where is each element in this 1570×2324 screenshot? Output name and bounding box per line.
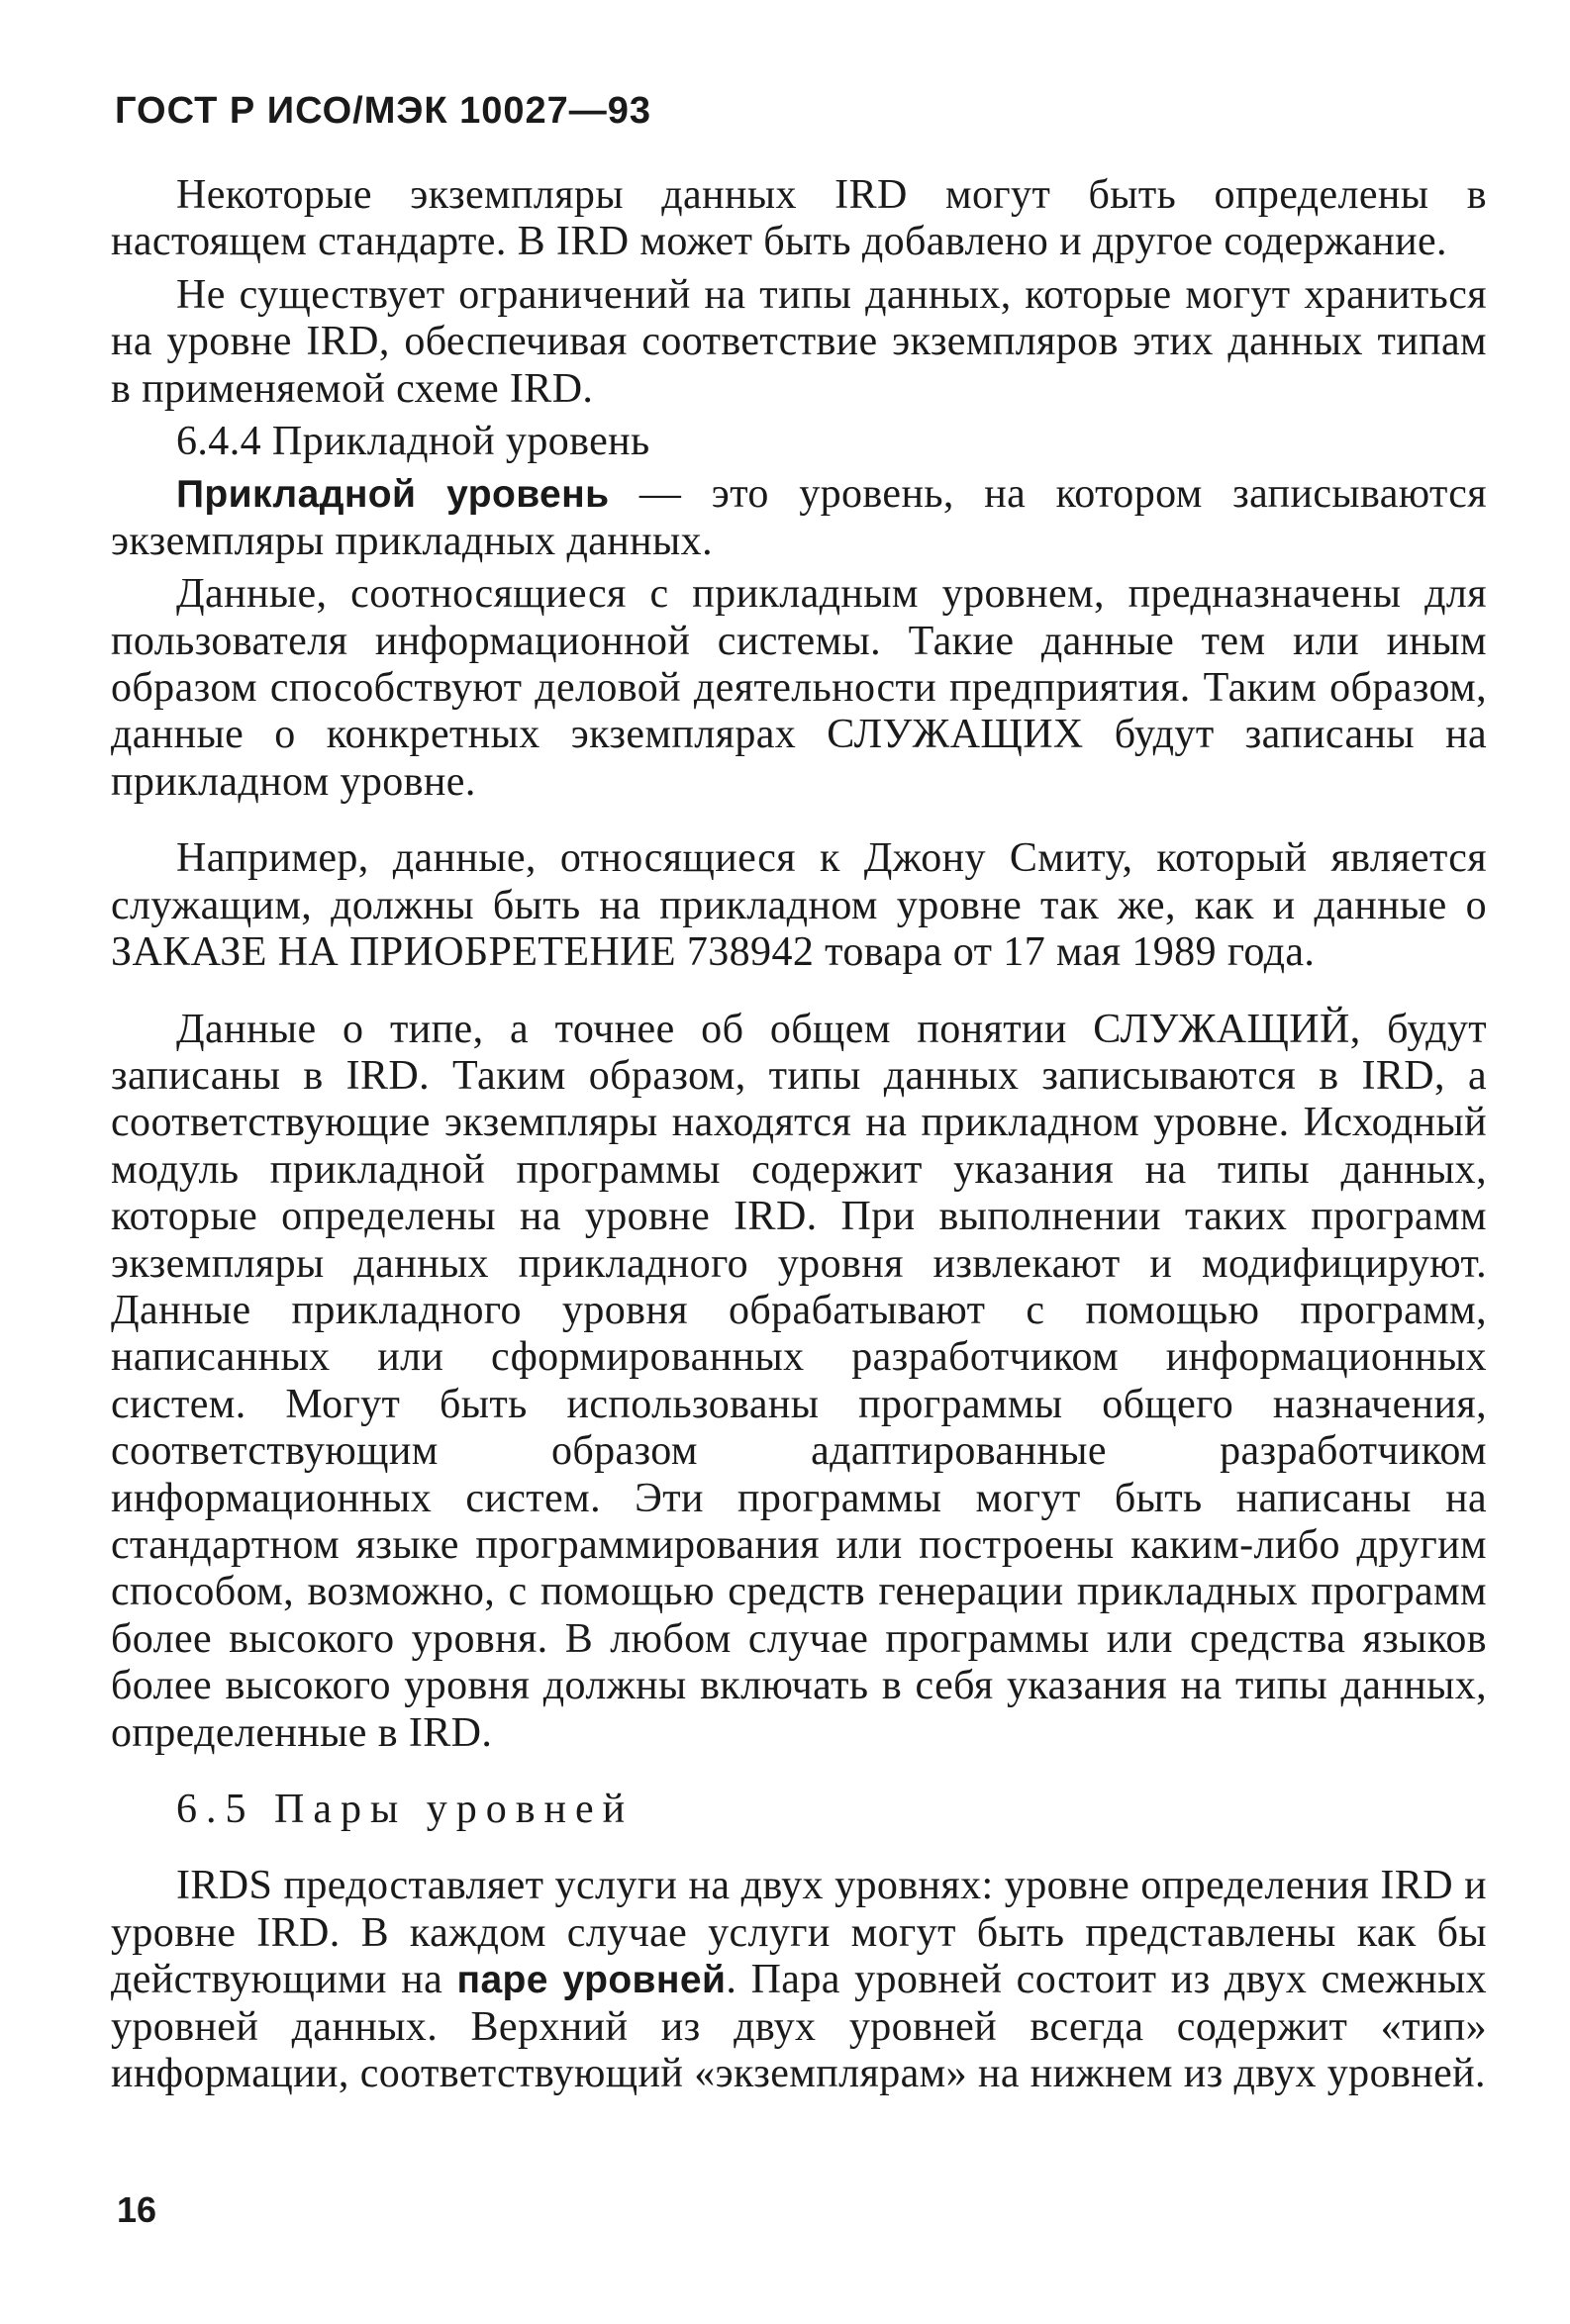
level-pairs-text-start: IRDS предоставляет услуги на двух уровнях: уровне определения IRD и уровне IRD. В каждом случае услуги могут быть представлены как бы действующими на xyxy=(111,1863,1487,2003)
section-heading-6-5 xyxy=(111,1787,1487,1833)
term-level-pair: паре уровней xyxy=(456,1959,727,2002)
paragraph-level-pairs xyxy=(111,1863,1487,2097)
level-pairs-text-end: . Пара уровней состоит из двух смежных уровней данных. Верхний из двух уровней всегда содержит «тип» информации, соответствующий «экземплярам» на нижнем из двух уровней. xyxy=(111,1957,1487,2097)
paragraph-example: Например, данные, относящиеся к Джону Смиту, который является служащим, должны быть на прикладном уровне так же, как и данные о ЗАКАЗЕ НА ПРИОБРЕТЕНИЕ 738942 товара от 17 мая 1989 года. xyxy=(111,835,1487,976)
section-title-text: 6.5 Пары уровней xyxy=(176,1787,635,1832)
standard-header: ГОСТ Р ИСО/МЭК 10027—93 xyxy=(115,90,652,132)
page-number: 16 xyxy=(117,2189,157,2230)
definition-text: — это уровень, на котором записываются экземпляры прикладных данных. xyxy=(111,471,1487,564)
term-application-level: Прикладной уровень xyxy=(176,473,610,517)
paragraph-ird-instances: Некоторые экземпляры данных IRD могут быть определены в настоящем стандарте. В IRD может быть добавлено и другое содержание. xyxy=(111,172,1487,265)
paragraph-application-level-definition xyxy=(111,471,1487,565)
paragraph-type-data: Данные о типе, а точнее об общем понятии СЛУЖАЩИЙ, будут записаны в IRD. Таким образом, типы данных записываются в IRD, а соответствующие экземпляры находятся на прикладном уровне. Исходный модуль прикладной программы содержит указания на типы данных, которые определены на уровне IRD. При выполнении таких программ экземпляры данных прикладного уровня извлекают и модифицируют. Данные прикладного уровня обрабатывают с помощью программ, написанных или сформированных разработчиком информационных систем. Могут быть использованы программы общего назначения, соответствующим образом адаптированные разработчиком информационных систем. Эти программы могут быть написаны на стандартном языке программирования или построены каким-либо другим способом, возможно, с помощью средств генерации прикладных программ более высокого уровня. В любом случае программы или средства языков более высокого уровня должны включать в себя указания на типы данных, определенные в IRD. xyxy=(111,1006,1487,1756)
paragraph-application-data: Данные, соотносящиеся с прикладным уровнем, предназначены для пользователя информационной системы. Такие данные тем или иным образом способствуют деловой деятельности предприятия. Таким образом, данные о конкретных экземплярах СЛУЖАЩИХ будут записаны на прикладном уровне. xyxy=(111,571,1487,805)
section-heading-6-4-4: 6.4.4 Прикладной уровень xyxy=(176,419,650,465)
paragraph-type-restrictions: Не существует ограничений на типы данных, которые могут храниться на уровне IRD, обеспечивая соответствие экземпляров этих данных типам в применяемой схеме IRD. xyxy=(111,271,1487,412)
document-page xyxy=(111,87,1487,2097)
